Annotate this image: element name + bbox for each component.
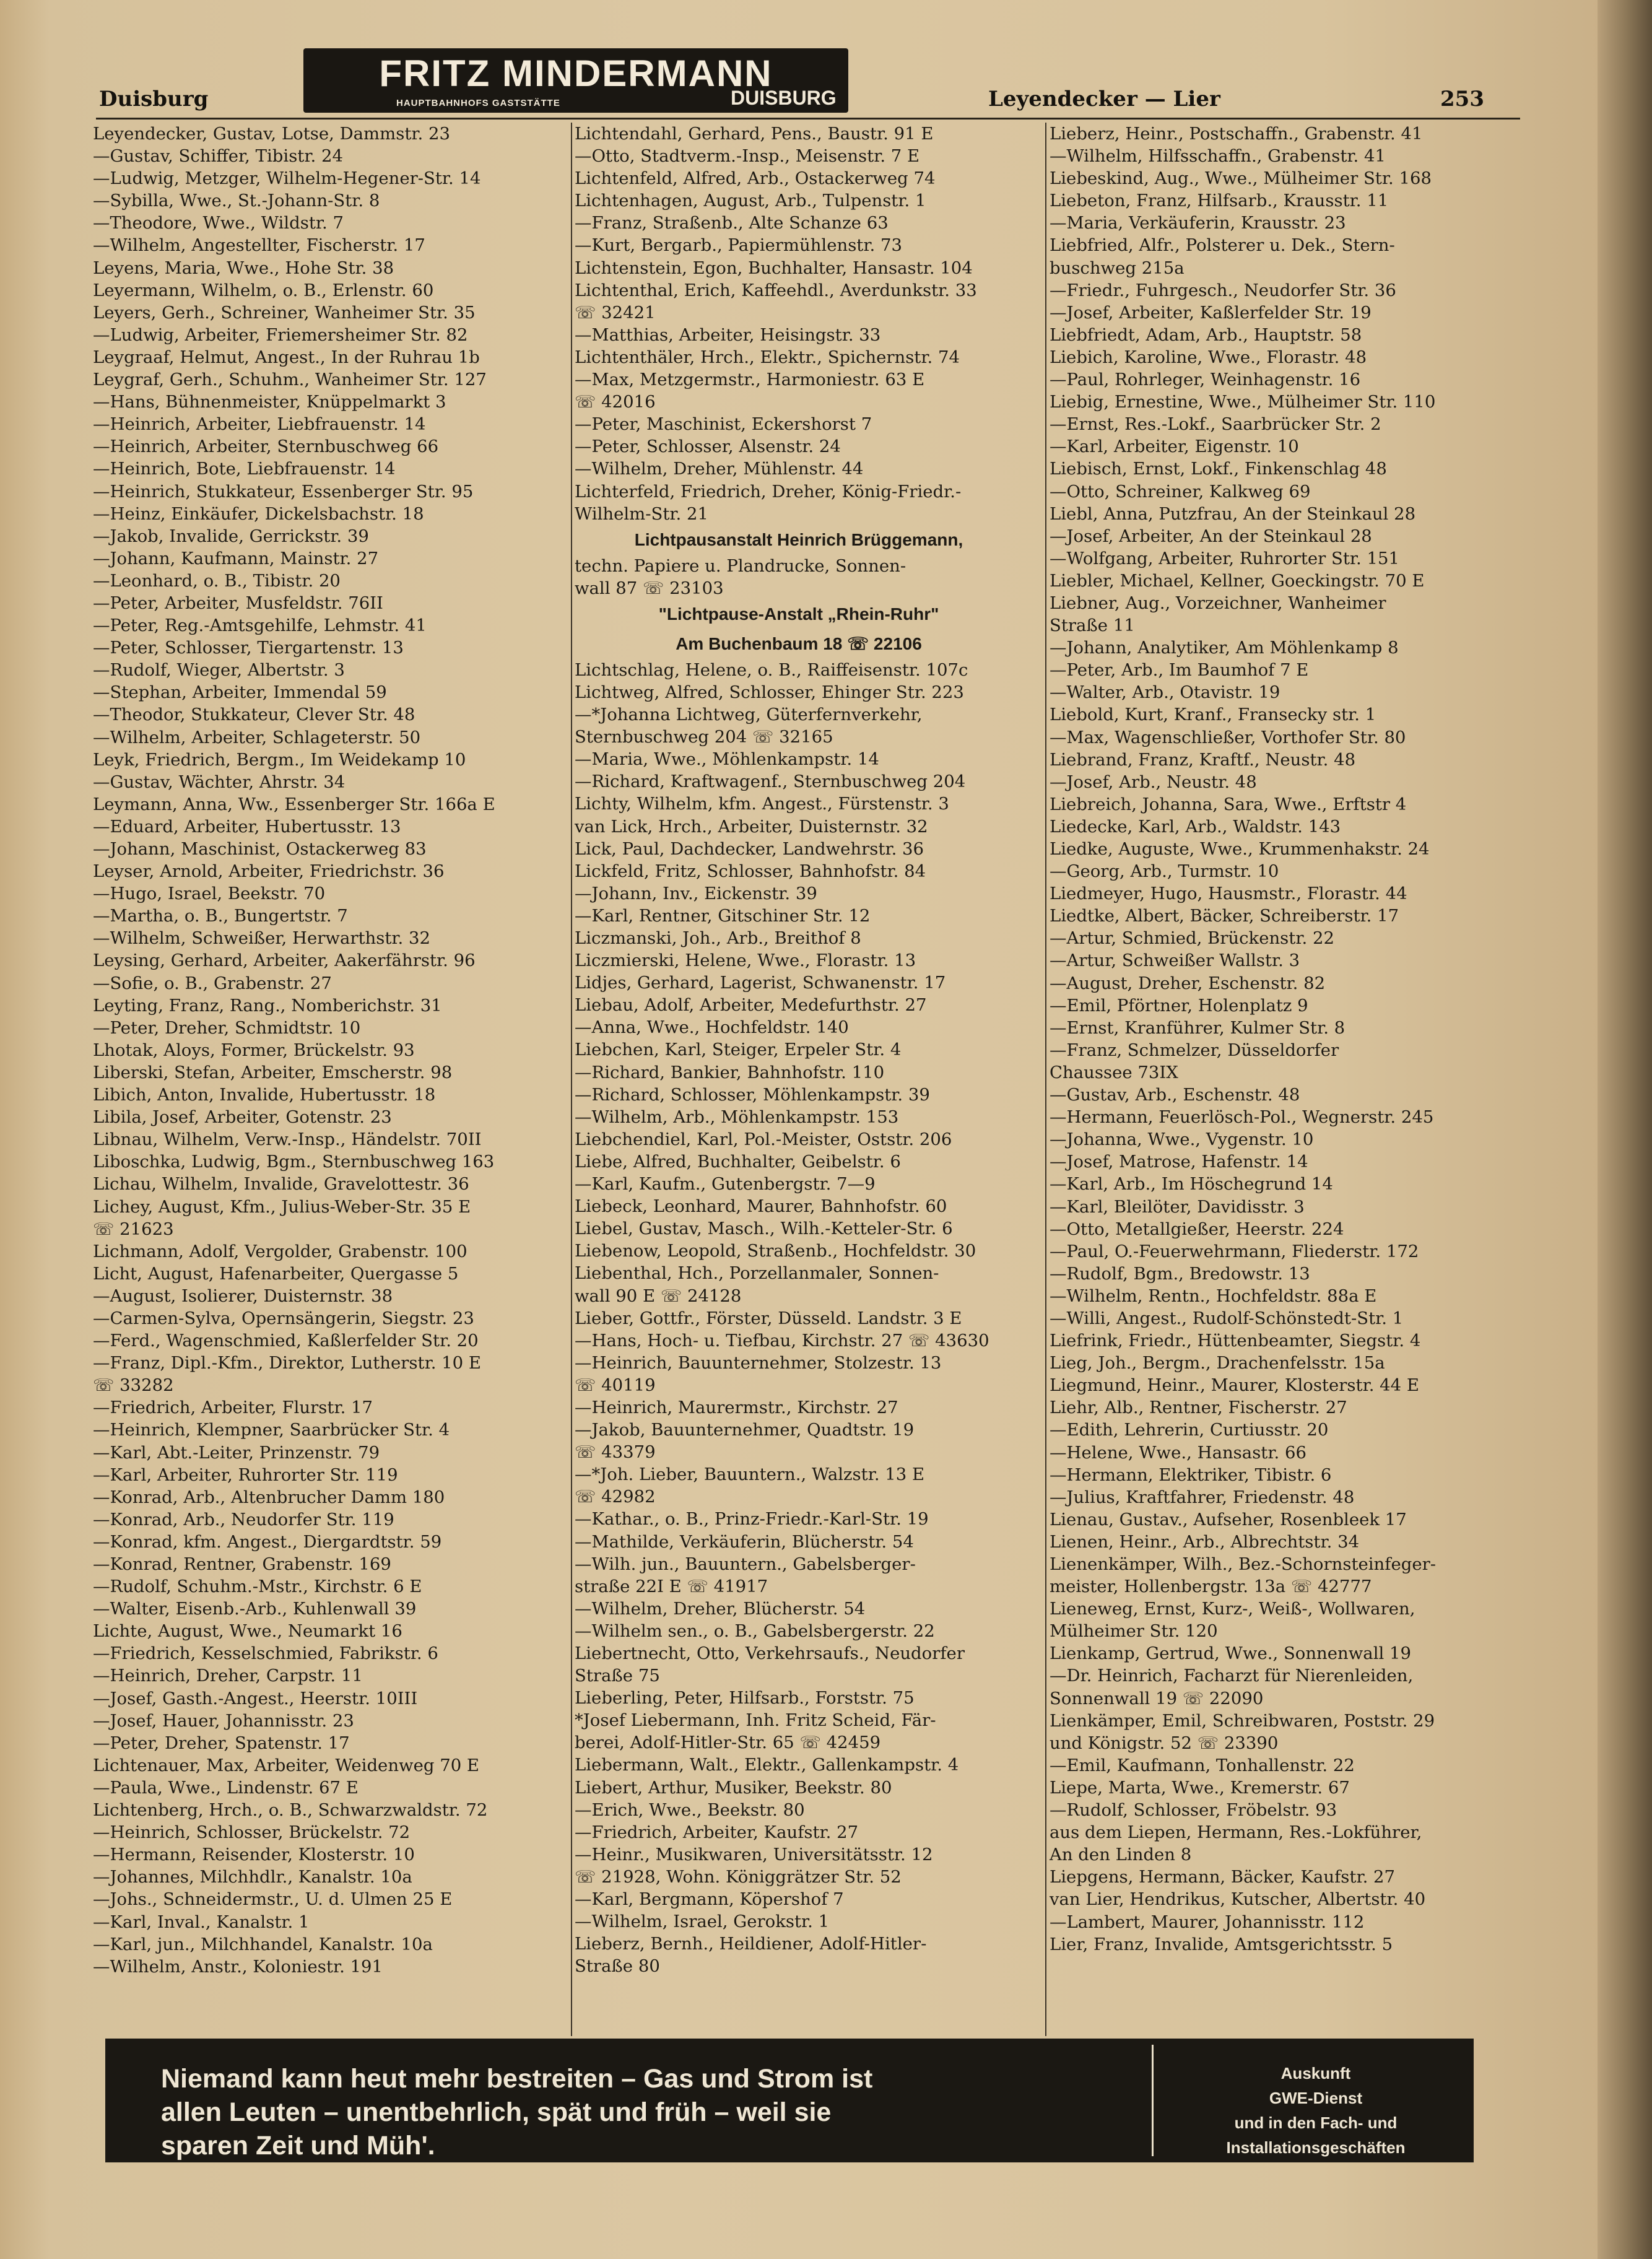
directory-entry: —Helene, Wwe., Hansastr. 66 (1050, 1442, 1306, 1463)
directory-entry: Liebe, Alfred, Buchhalter, Geibelstr. 6 (575, 1151, 901, 1172)
directory-entry: —Leonhard, o. B., Tibistr. 20 (93, 570, 341, 591)
directory-entry: —Ludwig, Arbeiter, Friemersheimer Str. 82 (93, 324, 468, 345)
directory-entry: —Heinrich, Stukkateur, Essenberger Str. 95 (93, 481, 474, 502)
directory-entry: —Wilhelm, Hilfsschaffn., Grabenstr. 41 (1050, 146, 1386, 167)
advert-banner (303, 48, 848, 113)
directory-entry: Liebrand, Franz, Kraftf., Neustr. 48 (1050, 749, 1356, 770)
directory-entry: ☏ 43379 (575, 1442, 656, 1463)
directory-entry: —Karl, Rentner, Gitschiner Str. 12 (575, 905, 871, 926)
directory-entry: Liebel, Gustav, Masch., Wilh.-Ketteler-Str. 6 (575, 1219, 953, 1239)
directory-entry: —Wilhelm, Israel, Gerokstr. 1 (575, 1912, 830, 1932)
directory-entry: —Hans, Hoch- u. Tiefbau, Kirchstr. 27 ☏ 43630 (575, 1330, 989, 1351)
directory-entry: Lichtenauer, Max, Arbeiter, Weidenweg 70 E (93, 1755, 480, 1775)
directory-entry: Lichey, August, Kfm., Julius-Weber-Str. 35 E (93, 1196, 471, 1217)
directory-entry: —Paul, Rohrleger, Weinhagenstr. 16 (1050, 370, 1361, 390)
directory-entry: Liebfried, Alfr., Polsterer u. Dek., Stern- (1050, 235, 1395, 256)
directory-entry: wall 87 ☏ 23103 (575, 578, 724, 598)
directory-entry: Liebeck, Leonhard, Maurer, Bahnhofstr. 60 (575, 1196, 947, 1217)
directory-entry: Liczmanski, Joh., Arb., Breithof 8 (575, 928, 861, 948)
directory-entry: —*Johanna Lichtweg, Güterfernverkehr, (575, 705, 923, 725)
directory-entry: Wilhelm-Str. 21 (575, 503, 709, 524)
directory-entry: —Johs., Schneidermstr., U. d. Ulmen 25 E (93, 1889, 453, 1910)
directory-entry: —Stephan, Arbeiter, Immendal 59 (93, 682, 387, 703)
column-divider (1045, 123, 1046, 2036)
directory-entry: Lichtenthal, Erich, Kaffeehdl., Averdunkstr. 33 (575, 280, 977, 300)
directory-entry: —Peter, Reg.-Amtsgehilfe, Lehmstr. 41 (93, 616, 427, 636)
directory-entry: meister, Hollenbergstr. 13a ☏ 42777 (1050, 1577, 1372, 1597)
directory-entry: ☏ 33282 (93, 1375, 174, 1396)
directory-entry: Straße 11 (1050, 616, 1135, 636)
directory-entry: —Wilhelm, Angestellter, Fischerstr. 17 (93, 235, 425, 256)
directory-entry: —Otto, Metallgießer, Heerstr. 224 (1050, 1219, 1344, 1239)
directory-entry: Lienen, Heinr., Arb., Albrechtstr. 34 (1050, 1531, 1360, 1552)
directory-entry: Liebenow, Leopold, Straßenb., Hochfeldstr. 30 (575, 1241, 976, 1261)
directory-entry: Lichtenberg, Hrch., o. B., Schwarzwaldstr. 72 (93, 1800, 488, 1821)
directory-entry: —Ferd., Wagenschmied, Kaßlerfelder Str. 20 (93, 1331, 479, 1351)
directory-entry: —Martha, o. B., Bungertstr. 7 (93, 906, 348, 926)
directory-entry: und Königstr. 52 ☏ 23390 (1050, 1733, 1279, 1753)
directory-entry: —Ernst, Kranführer, Kulmer Str. 8 (1050, 1017, 1346, 1038)
banner-city: DUISBURG (731, 87, 837, 109)
directory-entry: —Max, Metzgermstr., Harmoniestr. 63 E (575, 370, 925, 390)
directory-entry: —Emil, Kaufmann, Tonhallenstr. 22 (1050, 1755, 1355, 1775)
directory-entry: ☏ 42016 (575, 392, 656, 412)
directory-entry: An den Linden 8 (1050, 1845, 1192, 1865)
directory-entry: —Dr. Heinrich, Facharzt für Nierenleiden, (1050, 1666, 1414, 1686)
directory-entry: —Josef, Arb., Neustr. 48 (1050, 772, 1257, 792)
directory-entry: aus dem Liepen, Hermann, Res.-Lokführer, (1050, 1822, 1422, 1843)
directory-entry: —Gustav, Wächter, Ahrstr. 34 (93, 772, 346, 792)
directory-entry: Liebfriedt, Adam, Arb., Hauptstr. 58 (1050, 324, 1362, 345)
directory-entry: —Karl, Bergmann, Köpershof 7 (575, 1889, 844, 1910)
directory-entry: Lienenkämper, Wilh., Bez.-Schornsteinfeger- (1050, 1554, 1437, 1574)
directory-entry: Lick, Paul, Dachdecker, Landwehrstr. 36 (575, 838, 924, 859)
directory-entry: —Karl, Arb., Im Höschegrund 14 (1050, 1174, 1333, 1195)
directory-entry: Lichmann, Adolf, Vergolder, Grabenstr. 100 (93, 1241, 467, 1261)
banner-subtitle: HAUPTBAHNHOFS GASTSTÄTTE (396, 98, 560, 108)
directory-column-3 (1050, 123, 1532, 1956)
directory-entry: —Jakob, Bauunternehmer, Quadtstr. 19 (575, 1420, 915, 1440)
directory-entry: —Heinr., Musikwaren, Universitätsstr. 12 (575, 1844, 933, 1865)
directory-entry: Lickfeld, Fritz, Schlosser, Bahnhofstr. 84 (575, 861, 926, 881)
directory-entry: techn. Papiere u. Plandrucke, Sonnen- (575, 555, 906, 576)
directory-entry: ☏ 21623 (93, 1219, 174, 1239)
directory-entry: Licht, August, Hafenarbeiter, Quergasse 5 (93, 1263, 459, 1284)
directory-entry: —Theodore, Wwe., Wildstr. 7 (93, 213, 344, 233)
directory-entry: —Franz, Straßenb., Alte Schanze 63 (575, 213, 889, 233)
directory-entry: —Erich, Wwe., Beekstr. 80 (575, 1800, 805, 1820)
directory-entry: Leygraaf, Helmut, Angest., In der Ruhrau 1b (93, 347, 480, 367)
directory-entry: —Peter, Dreher, Spatenstr. 17 (93, 1733, 350, 1753)
header-range: Leyendecker — Lier (988, 87, 1220, 111)
advert-slogan-line: allen Leuten – unentbehrlich, spät und früh – weil sie (161, 2097, 832, 2127)
directory-entry: Lienkämper, Emil, Schreibwaren, Poststr. 29 (1050, 1710, 1435, 1731)
directory-advert-line: Lichtpausanstalt Heinrich Brüggemann, (634, 529, 963, 549)
directory-entry: Sonnenwall 19 ☏ 22090 (1050, 1688, 1264, 1708)
advert-info (1158, 2061, 1474, 2160)
directory-entry: Leygraf, Gerh., Schuhm., Wanheimer Str. 127 (93, 370, 487, 390)
header-rule (96, 118, 1520, 120)
directory-entry: —Theodor, Stukkateur, Clever Str. 48 (93, 705, 415, 725)
directory-entry: Liebl, Anna, Putzfrau, An der Steinkaul 28 (1050, 503, 1416, 524)
directory-entry: —Anna, Wwe., Hochfeldstr. 140 (575, 1017, 849, 1038)
directory-column-2 (575, 123, 1039, 1977)
directory-entry: —Josef, Arbeiter, An der Steinkaul 28 (1050, 526, 1372, 546)
directory-entry: —Josef, Arbeiter, Kaßlerfelder Str. 19 (1050, 302, 1372, 323)
directory-entry: —Peter, Arb., Im Baumhof 7 E (1050, 660, 1309, 681)
directory-entry: Liczmierski, Helene, Wwe., Florastr. 13 (575, 951, 916, 971)
advert-info-line: Auskunft (1280, 2064, 1351, 2083)
directory-entry: —Wilh. jun., Bauuntern., Gabelsberger- (575, 1554, 916, 1574)
directory-entry: —Gustav, Arb., Eschenstr. 48 (1050, 1085, 1300, 1105)
directory-entry: Leyser, Arnold, Arbeiter, Friedrichstr. 36 (93, 861, 445, 882)
directory-entry: —Heinrich, Klempner, Saarbrücker Str. 4 (93, 1420, 450, 1440)
directory-entry: —Heinrich, Dreher, Carpstr. 11 (93, 1666, 363, 1686)
directory-entry: —Rudolf, Bgm., Bredowstr. 13 (1050, 1263, 1310, 1284)
directory-entry: —Lambert, Maurer, Johannisstr. 112 (1050, 1912, 1365, 1932)
directory-entry: Liebert, Arthur, Musiker, Beekstr. 80 (575, 1777, 892, 1798)
advert-info-line: Installationsgeschäften (1226, 2138, 1406, 2157)
directory-entry: Liebig, Ernestine, Wwe., Mülheimer Str. 110 (1050, 392, 1436, 412)
directory-entry: —Artur, Schweißer Wallstr. 3 (1050, 951, 1300, 971)
directory-entry: —Karl, Bleilöter, Davidisstr. 3 (1050, 1196, 1305, 1217)
directory-entry: Liebchendiel, Karl, Pol.-Meister, Oststr. 206 (575, 1129, 952, 1149)
directory-entry: —Karl, Arbeiter, Ruhrorter Str. 119 (93, 1465, 398, 1485)
directory-entry: —Rudolf, Schuhm.-Mstr., Kirchstr. 6 E (93, 1577, 422, 1597)
directory-entry: —Rudolf, Wieger, Albertstr. 3 (93, 660, 345, 681)
directory-entry: —Sofie, o. B., Grabenstr. 27 (93, 973, 332, 993)
directory-entry: Straße 80 (575, 1956, 660, 1977)
directory-entry: —Karl, Abt.-Leiter, Prinzenstr. 79 (93, 1442, 380, 1463)
directory-entry: —Josef, Gasth.-Angest., Heerstr. 10III (93, 1688, 418, 1708)
directory-entry: —Peter, Schlosser, Alsenstr. 24 (575, 437, 841, 457)
directory-entry: —Konrad, Rentner, Grabenstr. 169 (93, 1554, 391, 1574)
advert-divider (1152, 2045, 1154, 2156)
directory-entry: —Otto, Schreiner, Kalkweg 69 (1050, 481, 1311, 502)
directory-entry: Lichte, August, Wwe., Neumarkt 16 (93, 1621, 402, 1642)
directory-entry: —Heinrich, Maurermstr., Kirchstr. 27 (575, 1397, 898, 1417)
directory-entry: Lichtweg, Alfred, Schlosser, Ehinger Str. 223 (575, 682, 964, 702)
directory-entry: Leyendecker, Gustav, Lotse, Dammstr. 23 (93, 124, 450, 144)
directory-entry: Leyermann, Wilhelm, o. B., Erlenstr. 60 (93, 280, 434, 300)
directory-entry: —Peter, Maschinist, Eckershorst 7 (575, 414, 872, 435)
directory-entry: —Gustav, Schiffer, Tibistr. 24 (93, 146, 343, 167)
directory-entry: —Josef, Hauer, Johannisstr. 23 (93, 1710, 354, 1731)
directory-entry: Liebler, Michael, Kellner, Goeckingstr. 70 E (1050, 570, 1425, 591)
directory-entry: Liberski, Stefan, Arbeiter, Emscherstr. 98 (93, 1062, 453, 1082)
directory-entry: Liebchen, Karl, Steiger, Erpeler Str. 4 (575, 1040, 902, 1060)
directory-entry: straße 22I E ☏ 41917 (575, 1576, 768, 1596)
directory-entry: Lichtenhagen, August, Arb., Tulpenstr. 1 (575, 191, 926, 211)
directory-entry: —Ludwig, Metzger, Wilhelm-Hegener-Str. 14 (93, 168, 481, 189)
directory-entry: buschweg 215a (1050, 258, 1185, 278)
directory-entry: —Heinrich, Bauunternehmer, Stolzestr. 13 (575, 1352, 942, 1373)
directory-entry: Liedke, Auguste, Wwe., Krummenhakstr. 24 (1050, 839, 1430, 859)
directory-entry: —Peter, Schlosser, Tiergartenstr. 13 (93, 638, 404, 658)
directory-entry: *Josef Liebermann, Inh. Fritz Scheid, Fär- (575, 1710, 936, 1731)
directory-entry: —Hans, Bühnenmeister, Knüppelmarkt 3 (93, 392, 446, 412)
directory-entry: Liebisch, Ernst, Lokf., Finkenschlag 48 (1050, 459, 1387, 479)
directory-entry: Liepgens, Hermann, Bäcker, Kaufstr. 27 (1050, 1867, 1396, 1887)
directory-entry: —Peter, Arbeiter, Musfeldstr. 76II (93, 593, 383, 613)
directory-entry: —Eduard, Arbeiter, Hubertusstr. 13 (93, 816, 401, 837)
directory-entry: —Maria, Verkäuferin, Krausstr. 23 (1050, 213, 1346, 233)
directory-advert-line: "Lichtpause-Anstalt „Rhein-Ruhr" (658, 604, 939, 624)
directory-entry: —August, Isolierer, Duisternstr. 38 (93, 1286, 393, 1306)
directory-entry: —Walter, Arb., Otavistr. 19 (1050, 682, 1280, 703)
header-city: Duisburg (99, 87, 209, 111)
advert-slogan-line: Niemand kann heut mehr bestreiten – Gas und Strom ist (161, 2064, 873, 2094)
directory-entry: —Johann, Maschinist, Ostackerweg 83 (93, 839, 427, 859)
directory-entry: —Carmen-Sylva, Opernsängerin, Siegstr. 23 (93, 1308, 474, 1328)
directory-entry: —Walter, Eisenb.-Arb., Kuhlenwall 39 (93, 1599, 417, 1619)
directory-entry: —Matthias, Arbeiter, Heisingstr. 33 (575, 324, 881, 345)
directory-entry: —Hermann, Elektriker, Tibistr. 6 (1050, 1465, 1332, 1485)
directory-entry: Lhotak, Aloys, Former, Brückelstr. 93 (93, 1040, 415, 1060)
directory-entry: —Karl, Arbeiter, Eigenstr. 10 (1050, 437, 1299, 457)
directory-entry: Leyens, Maria, Wwe., Hohe Str. 38 (93, 258, 394, 278)
directory-entry: Leyk, Friedrich, Bergm., Im Weidekamp 10 (93, 749, 466, 770)
directory-entry: —*Joh. Lieber, Bauuntern., Walzstr. 13 E (575, 1465, 925, 1485)
directory-entry: Liegmund, Heinr., Maurer, Klosterstr. 44 E (1050, 1375, 1419, 1396)
directory-entry: —Karl, Kaufm., Gutenbergstr. 7—9 (575, 1174, 876, 1195)
directory-entry: Libila, Josef, Arbeiter, Gotenstr. 23 (93, 1107, 392, 1128)
directory-entry: Lichtendahl, Gerhard, Pens., Baustr. 91 E (575, 124, 934, 144)
directory-entry: —Friedrich, Arbeiter, Flurstr. 17 (93, 1398, 373, 1418)
directory-entry: Lidjes, Gerhard, Lagerist, Schwanenstr. 17 (575, 973, 946, 993)
directory-entry: —Wilhelm, Schweißer, Herwarthstr. 32 (93, 928, 431, 949)
directory-entry: van Lick, Hrch., Arbeiter, Duisternstr. 32 (575, 816, 928, 837)
directory-entry: Liebeskind, Aug., Wwe., Mülheimer Str. 168 (1050, 168, 1432, 189)
directory-entry: —Wilhelm, Dreher, Blücherstr. 54 (575, 1598, 866, 1619)
directory-entry: —Heinrich, Bote, Liebfrauenstr. 14 (93, 459, 396, 479)
directory-entry: Lieberz, Heinr., Postschaffn., Grabenstr. 41 (1050, 124, 1423, 144)
column-divider (571, 123, 572, 2036)
directory-entry: —Friedr., Fuhrgesch., Neudorfer Str. 36 (1050, 280, 1396, 300)
directory-entry: Liedtke, Albert, Bäcker, Schreiberstr. 17 (1050, 906, 1399, 926)
directory-entry: —Johann, Kaufmann, Mainstr. 27 (93, 548, 379, 568)
directory-entry: Libich, Anton, Invalide, Hubertusstr. 18 (93, 1085, 436, 1105)
directory-entry: Straße 75 (575, 1666, 660, 1686)
directory-entry: Chaussee 73IX (1050, 1062, 1178, 1082)
directory-entry: Lienkamp, Gertrud, Wwe., Sonnenwall 19 (1050, 1643, 1412, 1664)
directory-entry: Liepe, Marta, Wwe., Kremerstr. 67 (1050, 1777, 1350, 1798)
directory-entry: Liebold, Kurt, Kranf., Fransecky str. 1 (1050, 705, 1376, 725)
directory-entry: —Paul, O.-Feuerwehrmann, Fliederstr. 172 (1050, 1241, 1419, 1261)
directory-entry: —Paula, Wwe., Lindenstr. 67 E (93, 1777, 359, 1798)
directory-entry: —Wolfgang, Arbeiter, Ruhrorter Str. 151 (1050, 548, 1400, 568)
advert-slogan-line: sparen Zeit und Müh'. (161, 2131, 435, 2161)
directory-entry: —Wilhelm, Anstr., Koloniestr. 191 (93, 1956, 383, 1977)
directory-entry: Liebner, Aug., Vorzeichner, Wanheimer (1050, 593, 1386, 613)
directory-entry: —Rudolf, Schlosser, Fröbelstr. 93 (1050, 1800, 1337, 1821)
directory-entry: —Friedrich, Arbeiter, Kaufstr. 27 (575, 1822, 859, 1842)
directory-entry: Liebich, Karoline, Wwe., Florastr. 48 (1050, 347, 1367, 367)
directory-entry: —Wilhelm, Arb., Möhlenkampstr. 153 (575, 1107, 899, 1127)
directory-entry: Lichtschlag, Helene, o. B., Raiffeisenstr. 107c (575, 659, 968, 680)
directory-entry: Lichty, Wilhelm, kfm. Angest., Fürstenstr. 3 (575, 794, 949, 814)
directory-entry: Lichtenfeld, Alfred, Arb., Ostackerweg 74 (575, 168, 936, 189)
directory-entry: —Heinrich, Arbeiter, Liebfrauenstr. 14 (93, 414, 426, 435)
directory-entry: Liboschka, Ludwig, Bgm., Sternbuschweg 163 (93, 1152, 495, 1172)
directory-entry: —Johanna, Wwe., Vygenstr. 10 (1050, 1130, 1314, 1150)
directory-entry: Leymann, Anna, Ww., Essenberger Str. 166a E (93, 794, 495, 814)
directory-entry: —Jakob, Invalide, Gerrickstr. 39 (93, 526, 369, 546)
directory-entry: —Franz, Schmelzer, Düsseldorfer (1050, 1040, 1339, 1060)
directory-entry: Liebertnecht, Otto, Verkehrsaufs., Neudorfer (575, 1643, 965, 1663)
directory-entry: Leyers, Gerh., Schreiner, Wanheimer Str. 35 (93, 302, 476, 323)
directory-entry: —Karl, jun., Milchhandel, Kanalstr. 10a (93, 1934, 433, 1954)
directory-entry: Sternbuschweg 204 ☏ 32165 (575, 727, 833, 747)
directory-column-1 (93, 123, 570, 1978)
directory-entry: —Johann, Analytiker, Am Möhlenkamp 8 (1050, 638, 1399, 658)
directory-entry: —Karl, Inval., Kanalstr. 1 (93, 1912, 310, 1932)
directory-entry: —Konrad, Arb., Altenbrucher Damm 180 (93, 1487, 445, 1507)
directory-entry: Liebeton, Franz, Hilfsarb., Krausstr. 11 (1050, 191, 1389, 211)
directory-entry: Liedecke, Karl, Arb., Waldstr. 143 (1050, 816, 1341, 837)
page-edge (1598, 0, 1652, 2259)
gas-electric-advert (105, 2039, 1474, 2162)
directory-entry: —Edith, Lehrerin, Curtiusstr. 20 (1050, 1420, 1329, 1440)
directory-entry: Mülheimer Str. 120 (1050, 1621, 1218, 1642)
directory-entry: —Josef, Matrose, Hafenstr. 14 (1050, 1152, 1308, 1172)
directory-entry: Lieberz, Bernh., Heildiener, Adolf-Hitler- (575, 1934, 927, 1954)
directory-entry: —Heinrich, Schlosser, Brückelstr. 72 (93, 1822, 411, 1843)
directory-entry: —Konrad, kfm. Angest., Diergardtstr. 59 (93, 1531, 442, 1552)
directory-entry: —Richard, Bankier, Bahnhofstr. 110 (575, 1062, 885, 1082)
page-number: 253 (1440, 87, 1484, 111)
directory-entry: —Julius, Kraftfahrer, Friedenstr. 48 (1050, 1487, 1355, 1507)
advert-info-line: GWE-Dienst (1269, 2089, 1363, 2107)
directory-entry: —Artur, Schmied, Brückenstr. 22 (1050, 928, 1334, 949)
directory-entry: wall 90 E ☏ 24128 (575, 1286, 742, 1306)
directory-entry: Leysing, Gerhard, Arbeiter, Aakerfährstr. 96 (93, 951, 476, 971)
directory-entry: Lieg, Joh., Bergm., Drachenfelsstr. 15a (1050, 1353, 1385, 1373)
directory-entry: Liebenthal, Hch., Porzellanmaler, Sonnen- (575, 1263, 939, 1284)
directory-entry: Lieberling, Peter, Hilfsarb., Forststr. 75 (575, 1688, 915, 1708)
directory-entry: —Max, Wagenschließer, Vorthofer Str. 80 (1050, 727, 1406, 747)
directory-entry: —Heinrich, Arbeiter, Sternbuschweg 66 (93, 437, 439, 457)
directory-entry: —Mathilde, Verkäuferin, Blücherstr. 54 (575, 1531, 914, 1552)
directory-entry: van Lier, Hendrikus, Kutscher, Albertstr. 40 (1050, 1889, 1426, 1910)
directory-entry: —Wilhelm, Arbeiter, Schlageterstr. 50 (93, 727, 421, 747)
directory-entry: Liebau, Adolf, Arbeiter, Medefurthstr. 27 (575, 995, 927, 1016)
directory-entry: Lichtenstein, Egon, Buchhalter, Hansastr. 104 (575, 258, 973, 278)
directory-entry: —Otto, Stadtverm.-Insp., Meisenstr. 7 E (575, 146, 920, 167)
directory-entry: Lieneweg, Ernst, Kurz-, Weiß-, Wollwaren, (1050, 1599, 1415, 1619)
directory-entry: —Konrad, Arb., Neudorfer Str. 119 (93, 1509, 394, 1530)
directory-entry: —Heinz, Einkäufer, Dickelsbachstr. 18 (93, 503, 424, 524)
directory-entry: —Johann, Inv., Eickenstr. 39 (575, 883, 817, 903)
directory-advert-line: Am Buchenbaum 18 ☏ 22106 (676, 633, 922, 653)
directory-entry: —Hermann, Reisender, Klosterstr. 10 (93, 1845, 415, 1865)
directory-entry: —Wilhelm, Dreher, Mühlenstr. 44 (575, 459, 864, 479)
directory-entry: —Peter, Dreher, Schmidtstr. 10 (93, 1017, 361, 1038)
directory-entry: Lieber, Gottfr., Förster, Düsseld. Landstr. 3 E (575, 1308, 962, 1328)
directory-entry: Liedmeyer, Hugo, Hausmstr., Florastr. 44 (1050, 884, 1407, 904)
directory-entry: —Emil, Pförtner, Holenplatz 9 (1050, 995, 1308, 1016)
banner-name: FRITZ MINDERMANN (379, 53, 773, 94)
directory-entry: —Ernst, Res.-Lokf., Saarbrücker Str. 2 (1050, 414, 1381, 435)
directory-entry: —Hermann, Feuerlösch-Pol., Wegnerstr. 245 (1050, 1107, 1434, 1128)
directory-entry: Lichtenthäler, Hrch., Elektr., Spichernstr. 74 (575, 347, 960, 367)
directory-entry: —Maria, Wwe., Möhlenkampstr. 14 (575, 749, 879, 770)
directory-entry: —Wilhelm, Rentn., Hochfeldstr. 88a E (1050, 1286, 1377, 1306)
directory-entry: —Wilhelm sen., o. B., Gabelsbergerstr. 22 (575, 1621, 935, 1641)
directory-entry: —August, Dreher, Eschenstr. 82 (1050, 973, 1326, 993)
directory-entry: Lier, Franz, Invalide, Amtsgerichtsstr. 5 (1050, 1934, 1393, 1954)
directory-entry: Lichterfeld, Friedrich, Dreher, König-Friedr.- (575, 481, 962, 502)
directory-entry: —Hugo, Israel, Beekstr. 70 (93, 884, 326, 904)
directory-entry: Leyting, Franz, Rang., Nomberichstr. 31 (93, 995, 442, 1016)
directory-entry: ☏ 42982 (575, 1487, 656, 1507)
directory-entry: —Georg, Arb., Turmstr. 10 (1050, 861, 1279, 882)
directory-entry: —Johannes, Milchhdlr., Kanalstr. 10a (93, 1867, 412, 1887)
directory-entry: —Friedrich, Kesselschmied, Fabrikstr. 6 (93, 1643, 438, 1664)
directory-entry: Lienau, Gustav., Aufseher, Rosenbleek 17 (1050, 1509, 1407, 1530)
directory-entry: Liefrink, Friedr., Hüttenbeamter, Siegstr. 4 (1050, 1331, 1421, 1351)
advert-info-line: und in den Fach- und (1234, 2113, 1398, 2132)
directory-entry: —Sybilla, Wwe., St.-Johann-Str. 8 (93, 191, 380, 211)
directory-entry: ☏ 40119 (575, 1375, 656, 1395)
directory-entry: —Richard, Kraftwagenf., Sternbuschweg 204 (575, 772, 966, 792)
directory-entry: Liebreich, Johanna, Sara, Wwe., Erftstr 4 (1050, 794, 1407, 814)
directory-entry: berei, Adolf-Hitler-Str. 65 ☏ 42459 (575, 1733, 881, 1753)
directory-entry: ☏ 32421 (575, 302, 656, 323)
directory-entry: —Franz, Dipl.-Kfm., Direktor, Lutherstr. 10 E (93, 1353, 481, 1373)
directory-entry: Liebermann, Walt., Elektr., Gallenkampstr. 4 (575, 1755, 959, 1775)
directory-entry: —Willi, Angest., Rudolf-Schönstedt-Str. 1 (1050, 1308, 1404, 1328)
directory-entry: Lichau, Wilhelm, Invalide, Gravelottestr. 36 (93, 1174, 469, 1195)
directory-entry: ☏ 21928, Wohn. Königgrätzer Str. 52 (575, 1866, 902, 1887)
directory-entry: Libnau, Wilhelm, Verw.-Insp., Händelstr. 70II (93, 1130, 482, 1150)
directory-entry: —Kathar., o. B., Prinz-Friedr.-Karl-Str. 19 (575, 1509, 929, 1530)
directory-entry: Liehr, Alb., Rentner, Fischerstr. 27 (1050, 1398, 1347, 1418)
advert-slogan (161, 2062, 1214, 2162)
directory-entry: —Kurt, Bergarb., Papiermühlenstr. 73 (575, 235, 902, 256)
directory-entry: —Richard, Schlosser, Möhlenkampstr. 39 (575, 1084, 930, 1105)
